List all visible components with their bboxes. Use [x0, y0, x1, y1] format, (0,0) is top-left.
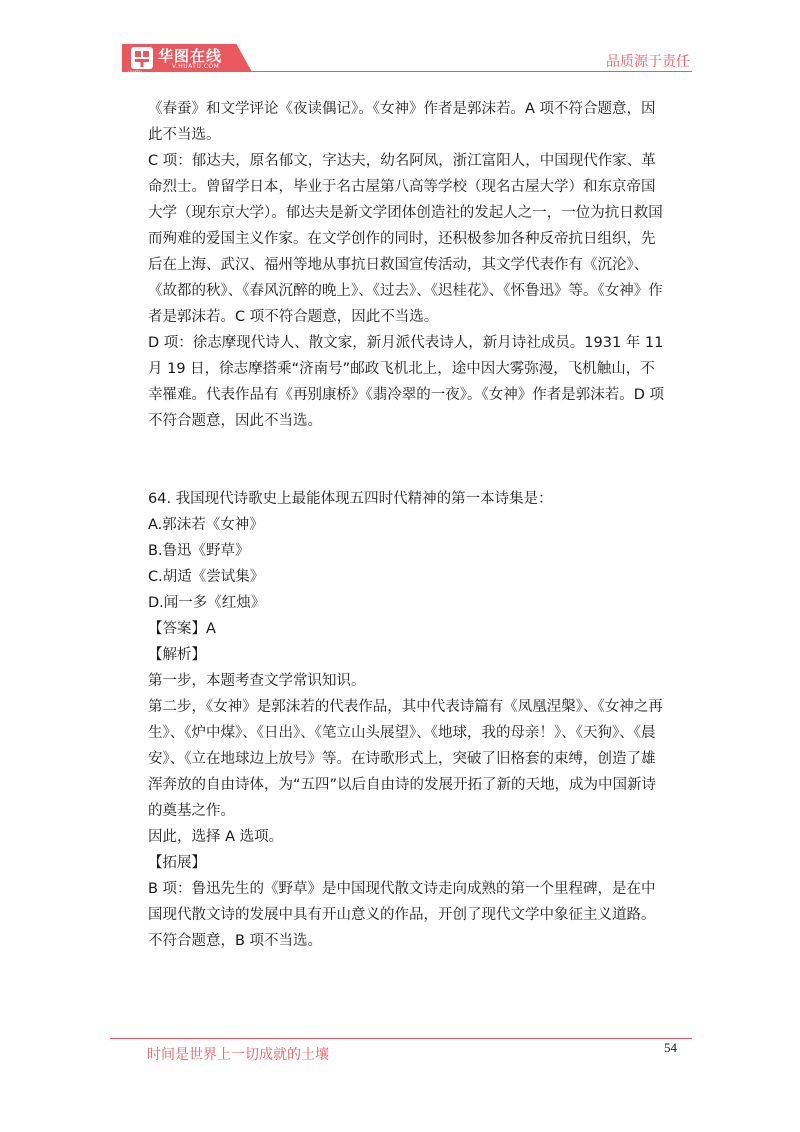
paragraph-option-d: D 项：徐志摩现代诗人、散文家，新月派代表诗人，新月诗社成员。1931 年 11 月 19 日，徐志摩搭乘“济南号”邮政飞机北上，途中因大雾弥漫，飞机触山，不幸罹难。代表作品有《再别康桥》《翡冷翠的一夜》。《女神》作者是郭沫若。D 项不符合题意，因此不当选。 — [148, 335, 665, 429]
header-slogan: 品质源于责任 — [606, 54, 690, 70]
logo-tag: HUATU — [128, 70, 142, 75]
footer-divider — [110, 1038, 692, 1039]
footer-slogan: 时间是世界上一切成就的土壤 — [147, 1047, 329, 1063]
document-body — [148, 96, 668, 954]
expand-heading: 【拓展】 — [148, 855, 206, 871]
paragraph-option-c: C 项：郁达夫，原名郁文，字达夫，幼名阿凤，浙江富阳人，中国现代作家、革命烈士。曾留学日本，毕业于名古屋第八高等学校（现名古屋大学）和东京帝国大学（现东京大学）。郁达夫是新文学团体创造社的发起人之一，一位为抗日救国而殉难的爱国主义作家。在文学创作的同时，还积极参加各种反帝抗日组织，先后在上海、武汉、福州等地从事抗日救国宣传活动，其文学代表作有《沉沦》、《故都的秋》、《春风沉醉的晚上》、《过去》、《迟桂花》、《怀鲁迅》等。《女神》作者是郭沫若。C 项不符合题意，因此不当选。 — [148, 153, 663, 325]
page-number: 54 — [664, 1040, 677, 1055]
analysis-step-2: 第二步，《女神》是郭沫若的代表作品，其中代表诗篇有《凤凰涅槃》、《女神之再生》、《炉中煤》、《日出》、《笔立山头展望》、《地球，我的母亲！》、《天狗》、《晨安》、《立在地球边上放号》等。在诗歌形式上，突破了旧格套的束缚，创造了雄浑奔放的自由诗体，为“五四”以后自由诗的发展开拓了新的天地，成为中国新诗的奠基之作。 — [148, 699, 663, 819]
option-c: C.胡适《尝试集》 — [148, 569, 265, 585]
logo-url: V.HUATU.COM — [172, 63, 220, 70]
section-gap — [148, 434, 668, 486]
analysis-heading: 【解析】 — [148, 647, 206, 663]
option-d: D.闻一多《红烛》 — [148, 595, 266, 611]
answer-line: 【答案】A — [148, 621, 216, 637]
analysis-step-1: 第一步，本题考查文学常识知识。 — [148, 673, 366, 689]
expand-option-b: B 项：鲁迅先生的《野草》是中国现代散文诗走向成熟的第一个里程碑，是在中国现代散文诗的发展中具有开山意义的作品，开创了现代文学中象征主义道路。不符合题意，B 项不当选。 — [148, 881, 656, 949]
option-a: A.郭沫若《女神》 — [148, 517, 264, 533]
analysis-conclusion: 因此，选择 A 选项。 — [148, 829, 284, 845]
logo-name: 华图在线 — [158, 47, 223, 65]
question-stem: 64. 我国现代诗歌史上最能体现五四时代精神的第一本诗集是： — [148, 491, 553, 507]
paragraph-a-conclusion: 《春蚕》和文学评论《夜读偶记》。《女神》作者是郭沫若。A 项不符合题意，因此不当选。 — [148, 101, 656, 143]
huatu-logo-icon — [130, 46, 154, 70]
option-b: B.鲁迅《野草》 — [148, 543, 250, 559]
page-header — [0, 0, 800, 80]
header-divider — [248, 71, 692, 72]
